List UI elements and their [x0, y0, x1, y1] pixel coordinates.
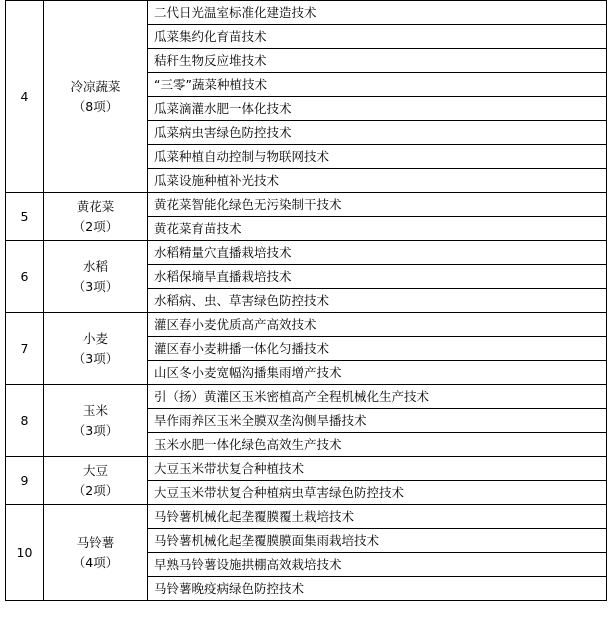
table-row — [6, 241, 607, 265]
table-row — [6, 457, 607, 481]
technology-cell: 灌区春小麦优质高产高效技术 — [148, 313, 607, 337]
crop-item-count: （3项） — [72, 350, 119, 366]
technology-cell: 瓜菜集约化育苗技术 — [148, 25, 607, 49]
row-number-cell: 5 — [6, 193, 44, 241]
crop-cell — [44, 505, 148, 601]
crop-cell — [44, 457, 148, 505]
table-row — [6, 1, 607, 25]
technology-cell: 秸秆生物反应堆技术 — [148, 49, 607, 73]
row-number-cell: 10 — [6, 505, 44, 601]
technology-cell: 二代日光温室标准化建造技术 — [148, 1, 607, 25]
technology-cell: “三零”蔬菜种植技术 — [148, 73, 607, 97]
technology-cell: 瓜菜种植自动控制与物联网技术 — [148, 145, 607, 169]
crop-cell — [44, 313, 148, 385]
technology-cell: 玉米水肥一体化绿色高效生产技术 — [148, 433, 607, 457]
technology-cell: 水稻保墒旱直播栽培技术 — [148, 265, 607, 289]
technology-cell: 瓜菜病虫害绿色防控技术 — [148, 121, 607, 145]
table-row — [6, 193, 607, 217]
row-number-cell: 7 — [6, 313, 44, 385]
crop-name: 大豆 — [82, 462, 108, 478]
crop-name: 黄花菜 — [76, 198, 115, 214]
technology-cell: 瓜菜滴灌水肥一体化技术 — [148, 97, 607, 121]
technology-cell: 水稻病、虫、草害绿色防控技术 — [148, 289, 607, 313]
crop-name: 水稻 — [82, 258, 108, 274]
technology-cell: 马铃薯晚疫病绿色防控技术 — [148, 577, 607, 601]
technology-cell: 大豆玉米带状复合种植技术 — [148, 457, 607, 481]
technology-cell: 山区冬小麦宽幅沟播集雨增产技术 — [148, 361, 607, 385]
technology-cell: 大豆玉米带状复合种植病虫草害绿色防控技术 — [148, 481, 607, 505]
table-row — [6, 385, 607, 409]
row-number-cell: 9 — [6, 457, 44, 505]
technology-table — [5, 0, 607, 601]
table-row — [6, 505, 607, 529]
technology-cell: 瓜菜设施种植补光技术 — [148, 169, 607, 193]
crop-cell — [44, 1, 148, 193]
table-row — [6, 313, 607, 337]
technology-cell: 水稻精量穴直播栽培技术 — [148, 241, 607, 265]
crop-item-count: （3项） — [72, 278, 119, 294]
crop-name: 冷凉蔬菜 — [70, 78, 121, 94]
technology-cell: 早熟马铃薯设施拱棚高效栽培技术 — [148, 553, 607, 577]
crop-cell — [44, 193, 148, 241]
crop-item-count: （8项） — [72, 98, 119, 114]
technology-cell: 黄花菜智能化绿色无污染制干技术 — [148, 193, 607, 217]
crop-cell — [44, 385, 148, 457]
row-number-cell: 8 — [6, 385, 44, 457]
crop-item-count: （4项） — [72, 554, 119, 570]
technology-cell: 黄花菜育苗技术 — [148, 217, 607, 241]
crop-item-count: （3项） — [72, 422, 119, 438]
technology-cell: 马铃薯机械化起垄覆膜覆土栽培技术 — [148, 505, 607, 529]
crop-name: 马铃薯 — [76, 534, 115, 550]
crop-item-count: （2项） — [72, 482, 119, 498]
row-number-cell: 6 — [6, 241, 44, 313]
crop-cell — [44, 241, 148, 313]
crop-name: 玉米 — [82, 402, 108, 418]
row-number-cell: 4 — [6, 1, 44, 193]
technology-cell: 灌区春小麦耕播一体化匀播技术 — [148, 337, 607, 361]
crop-name: 小麦 — [82, 330, 108, 346]
table-body — [6, 1, 607, 601]
technology-cell: 马铃薯机械化起垄覆膜膜面集雨栽培技术 — [148, 529, 607, 553]
crop-item-count: （2项） — [72, 218, 119, 234]
technology-cell: 旱作雨养区玉米全膜双垄沟侧旱播技术 — [148, 409, 607, 433]
technology-cell: 引（扬）黄灌区玉米密植高产全程机械化生产技术 — [148, 385, 607, 409]
